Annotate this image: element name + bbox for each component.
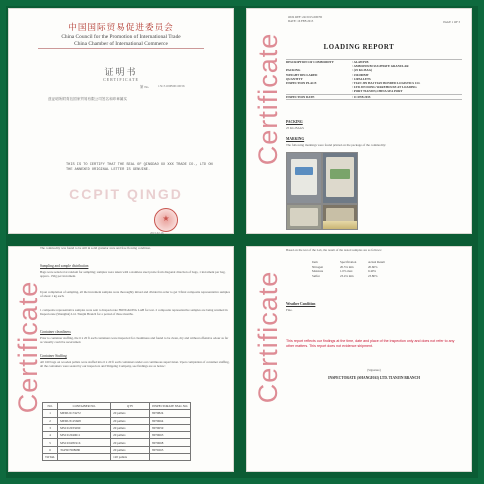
certificate-body-en: THIS IS TO CERTIFY THAT THE SEAL OF QINGDAO XX XXX TRADE CO., LTD ON THE ANNEXED ORIGINAL LETTER IS GENUINE.: [66, 163, 213, 172]
org-name-en-2: China Chamber of International Commerce: [74, 41, 168, 47]
sampling-text-3: 1 composite representative samples were sent to Inspectorate HONGKONG LAB for test. 2 composite representative samples are being retained in Inspectorate (Shanghai) Ltd. Tianjin Branch for a period of three months.: [40, 308, 228, 317]
certificate-watermark: Certificate: [13, 280, 43, 414]
sampling-report-page: [8, 246, 234, 472]
stuffing-text: All 160 bags on wooden pallets were stuffed into 6 x 20 ft each containers under our continuous supervision. Upon completion of container stuffing, all the containers were sealed by our inspectors and Shipping Company, see findings are as below:: [40, 360, 230, 369]
bag-photo: [286, 204, 322, 230]
page-number: PAGE 1 OF 3: [443, 20, 460, 24]
certificate-title-cn: 证明书: [104, 67, 138, 77]
certificate-date: 2015.02.16: [150, 231, 164, 234]
report-ref: OUR REF: 2415015-00070I DATE: 16 FEB 2015: [288, 15, 323, 23]
results-intro: Based on the test of the Lab, the result of the tested samples are as follows:: [286, 248, 382, 252]
loading-report-page: [246, 8, 472, 234]
table-row: 3 MSCU2033290 20 pallets 8070659: [43, 424, 191, 431]
seal-star-icon: ★: [162, 214, 170, 223]
table-row: 4 MSCU2040611 20 pallets 8070663: [43, 432, 191, 439]
certificate-watermark: Certificate: [253, 32, 283, 166]
sampling-heading: Sampling and sample distribution: [40, 264, 89, 268]
bag-photo: [322, 204, 358, 230]
inspector-name: INSPECTORATE (SHANGHAI) LTD. TIANJIN BRANCH: [328, 376, 420, 380]
marking-text: The following markings were found printed on the package of the commodity:: [286, 143, 387, 147]
table-header-row: NO. CONTAINER NO. QTY INSPECTORATE SEAL NO.: [43, 403, 191, 410]
official-seal: [154, 208, 178, 232]
field-row: PACKING : (25 KG BAG): [286, 68, 373, 73]
cleanliness-heading: Container cleanliness: [40, 330, 71, 334]
header-divider: [38, 48, 204, 49]
field-row: INSPECTION PLACE : TIAN JIN HAI TIAN BONDED LOGISTICS CO.: [286, 81, 421, 86]
signature-label: (Signature): [367, 368, 381, 372]
table-total-row: TOTAL 120 pallets: [43, 454, 191, 461]
packing-heading: PACKING: [286, 120, 303, 124]
certificate-watermark: Certificate: [253, 270, 283, 404]
sampling-text-2: Upon completion of sampling, all the increment samples were thoroughly mixed and divided in order to get 3 final composite representative samples of about 1 kg each.: [40, 290, 230, 299]
table-row: 5 MSCU6281916 20 pallets 8070668: [43, 439, 191, 446]
field-row: : LTD JIN DONG WAREHOUSE AT LOADING: [352, 85, 417, 90]
disclaimer-text: This report reflects our findings at the time, date and place of the inspection only and does not refer to any other matters. This report does not evidence shipment.: [286, 339, 455, 348]
sampling-text: Bags were selected at random for sampling; samples were taken with a stainless steel probe from diagonal direction of bags, 1 increment per bag, approx. 150g per increment.: [40, 270, 226, 279]
table-row: Moisture 1.0% max 0.40%: [312, 269, 376, 274]
report-fields: [286, 59, 462, 100]
field-row: WEIGHT DECLARED : 250.000MT: [286, 72, 369, 77]
stuffing-heading: Container Stuffing: [40, 354, 67, 358]
certificate-body-cn: 兹证明所附青岛国家贸易有限公司签名和印章属实: [48, 97, 128, 101]
table-row: Sulfur 23.4% min 23.80%: [312, 273, 378, 278]
cleanliness-text: Prior to container stuffing, the 6 x 20 ft each containers were inspected for cleanliness and found to be clean, dry and without offensive odour as far as visually could be ascertained.: [40, 336, 229, 345]
org-name-cn: 中国国际贸易促进委员会: [68, 22, 174, 32]
table-row: 1 MEDU2174272 20 pallets 8070824: [43, 410, 191, 417]
field-row: QUANTITY : 12PALLETS: [286, 76, 371, 81]
weather-text: Fine.: [286, 308, 293, 312]
table-row: Nitrogen 20.5% min 20.60%: [312, 264, 378, 269]
table-row: 2 MEDU3125668 20 pallets 8070664: [43, 417, 191, 424]
field-row: INSPECTION DATE : 11 FEB 2015: [286, 94, 462, 100]
results-header: Item Specification Actual Result: [312, 260, 385, 264]
intro-text: The commodity was found to be still in solid granular state and free flowing condition.: [40, 246, 151, 250]
results-page: [246, 246, 472, 472]
certificate-title-en: CERTIFICATE: [103, 77, 139, 82]
field-row: : PORT TIANJIN,CHINA SEA PORT: [352, 89, 403, 94]
field-row: : AMMONIUM SULPHATE GRANULAR: [352, 64, 409, 69]
packing-text: 25 KG BAGS: [286, 126, 304, 130]
marking-heading: MARKING: [286, 137, 305, 141]
bag-photo: [322, 152, 358, 204]
bag-photo: [286, 152, 322, 204]
certificate-number: 15C3100B0010036: [158, 84, 185, 88]
ccpit-watermark: CCPIT QINGD: [69, 186, 183, 202]
ccpit-certificate-page: [8, 8, 234, 234]
report-title: LOADING REPORT: [323, 44, 395, 51]
weather-heading: Weather Condition: [286, 302, 316, 306]
table-row: 6 TGHU7008680 20 pallets 8070265: [43, 446, 191, 453]
results-table: [312, 260, 385, 278]
certificate-number-label: 第 No.: [140, 85, 150, 89]
org-name-en-1: China Council for the Promotion of International Trade: [61, 34, 181, 40]
container-table: [42, 402, 191, 461]
field-row: DESCRIPTION OF COMMODITY : ALAWIYB: [286, 60, 369, 64]
